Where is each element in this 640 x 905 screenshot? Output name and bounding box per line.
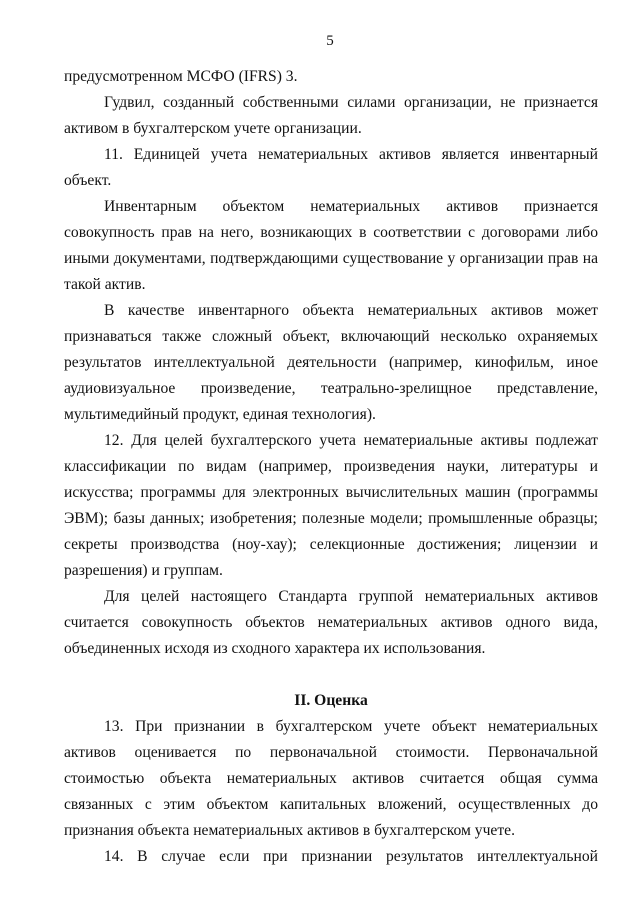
- paragraph-item-12: 12. Для целей бухгалтерского учета нематериальные активы подлежат классификации по видам (например, произведения науки, литературы и искусства; программы для электронных вычислительных машин (программы ЭВМ); базы данных; изобретения; полезные модели; промышленные образцы; секреты производства (ноу-хау); селекционные достижения; лицензии и разрешения) и группам.: [64, 432, 598, 579]
- section-heading-valuation: II. Оценка: [294, 692, 368, 709]
- paragraph-item-14: 14. В случае если при признании результатов интеллектуальной: [104, 848, 598, 865]
- paragraph-item-13: 13. При признании в бухгалтерском учете объект нематериальных активов оценивается по первоначальной стоимости. Первоначальной стоимостью объекта нематериальных активов считается общая сумма связанных с этим объектом капитальных вложений, осуществленных до признания объекта нематериальных активов в бухгалтерском учете.: [64, 718, 598, 839]
- document-body: [64, 64, 598, 870]
- paragraph-inventory-object: Инвентарным объектом нематериальных активов признается совокупность прав на него, возникающих в соответствии с договорами либо иными документами, подтверждающими существование у организации прав на такой актив.: [64, 198, 598, 293]
- paragraph-ifrs-reference: предусмотренном МСФО (IFRS) 3.: [64, 68, 298, 85]
- paragraph-item-11: 11. Единицей учета нематериальных активов является инвентарный объект.: [64, 146, 598, 189]
- page-number: 5: [326, 33, 334, 49]
- paragraph-complex-object: В качестве инвентарного объекта нематериальных активов может признаваться также сложный объект, включающий несколько охраняемых результатов интеллектуальной деятельности (например, кинофильм, иное аудиовизуальное произведение, театрально-зрелищное представление, мультимедийный продукт, единая технология).: [64, 302, 598, 423]
- paragraph-asset-group: Для целей настоящего Стандарта группой нематериальных активов считается совокупность объектов нематериальных активов одного вида, объединенных исходя из сходного характера их использования.: [64, 588, 598, 657]
- paragraph-goodwill: Гудвил, созданный собственными силами организации, не признается активом в бухгалтерском учете организации.: [64, 94, 598, 137]
